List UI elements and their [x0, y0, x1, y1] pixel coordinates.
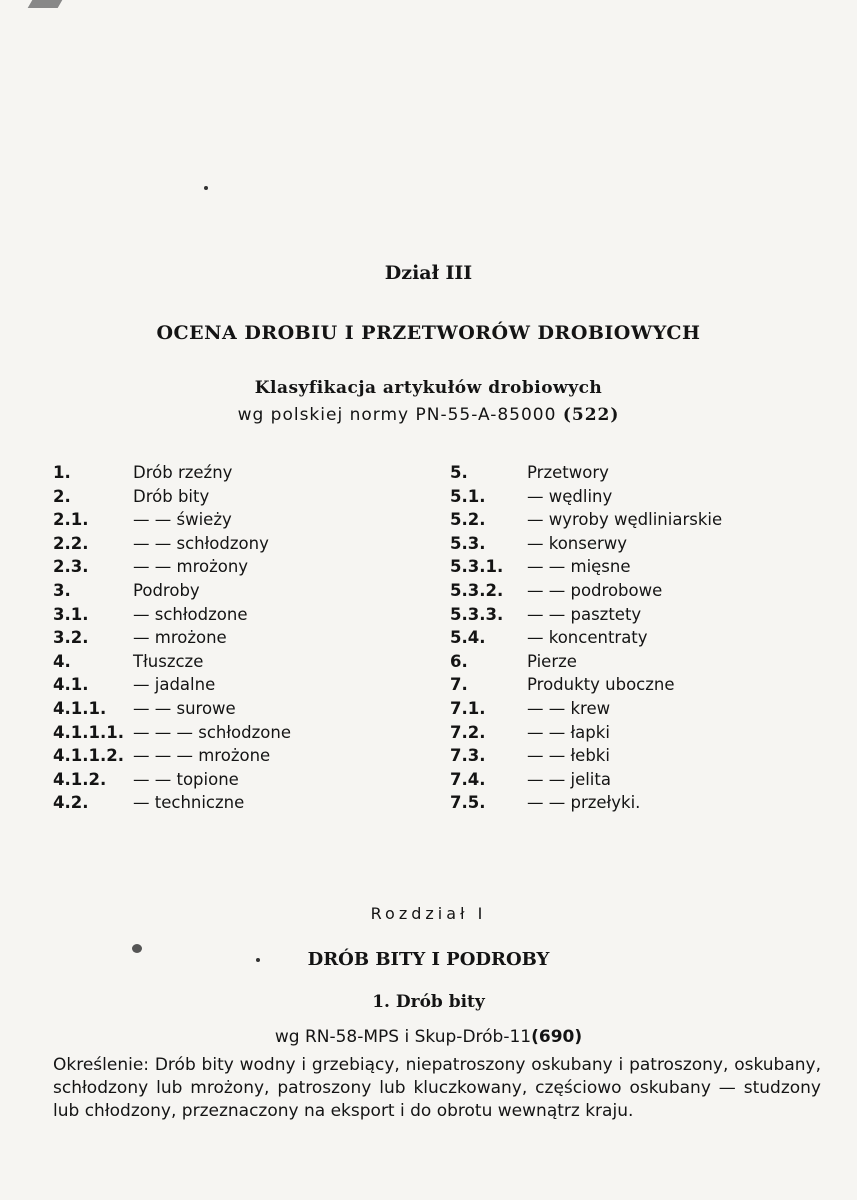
- classification-label: — schłodzone: [133, 604, 248, 624]
- classification-label: — — schłodzony: [133, 533, 269, 553]
- classification-label: — — krew: [527, 698, 611, 718]
- item-standard: [0, 1027, 857, 1047]
- classification-number: 3.: [53, 580, 71, 600]
- classification-number: 7.5.: [450, 793, 486, 813]
- scan-speck: [256, 958, 260, 962]
- classification-number: 5.: [450, 463, 468, 482]
- classification-number: 1.: [53, 463, 71, 482]
- classification-number: 2.: [53, 486, 71, 506]
- classification-label: — jadalne: [133, 675, 216, 695]
- classification-number: 5.3.1.: [450, 557, 504, 577]
- classification-number: 4.2.: [53, 793, 89, 813]
- item-standard-code: wg RN-58-MPS i Skup-Drób-11: [274, 1027, 532, 1047]
- classification-number: 7.4.: [450, 769, 486, 789]
- classification-number: 2.2.: [53, 533, 89, 553]
- scan-speck: [28, 0, 63, 8]
- classification-number: 2.3.: [53, 557, 89, 577]
- classification-number: 5.3.: [450, 533, 486, 553]
- classification-label: — techniczne: [133, 793, 245, 813]
- classification-label: — wędliny: [527, 486, 613, 506]
- item-standard-ref: (690): [531, 1027, 583, 1047]
- classification-label: — wyroby wędliniarskie: [527, 510, 723, 530]
- classification-label: — — surowe: [133, 698, 236, 718]
- classification-label: — konserwy: [527, 533, 628, 553]
- chapter-label: Rozdział I: [370, 904, 487, 923]
- classification-number: 4.1.1.2.: [53, 746, 124, 766]
- classification-label: Przetwory: [527, 463, 609, 482]
- classification-label: — — świeży: [133, 510, 232, 530]
- classification-number: 6.: [450, 651, 468, 671]
- classification-number: 4.: [53, 651, 71, 671]
- classification-number: 5.1.: [450, 486, 486, 506]
- classification-number: 3.2.: [53, 628, 89, 648]
- classification-label: — — podrobowe: [527, 580, 663, 600]
- classification-label: — — — schłodzone: [133, 722, 291, 742]
- classification-number: 4.1.1.1.: [53, 722, 124, 742]
- classification-number: 4.1.2.: [53, 769, 107, 789]
- classification-number: 7.3.: [450, 746, 486, 766]
- classification-number: 7.: [450, 675, 468, 695]
- main-title: OCENA DROBIU I PRZETWORÓW DROBIOWYCH: [156, 322, 701, 344]
- classification-label: Pierze: [527, 651, 577, 671]
- classification-label: — — łebki: [527, 746, 610, 766]
- classification-label: — — mrożony: [133, 557, 249, 577]
- classification-label: — — topione: [133, 769, 239, 789]
- scan-speck: [204, 186, 208, 190]
- classification-number: 2.1.: [53, 510, 89, 530]
- chapter-title: DRÓB BITY I PODROBY: [307, 949, 550, 970]
- item-title: 1. Drób bity: [372, 992, 485, 1012]
- classification-number: 7.1.: [450, 698, 486, 718]
- classification-label: — — łapki: [527, 722, 610, 742]
- classification-label: — — — mrożone: [133, 746, 271, 766]
- classification-number: 5.2.: [450, 510, 486, 530]
- classification-label: Produkty uboczne: [527, 675, 675, 695]
- classification-label: — koncentraty: [527, 628, 648, 648]
- classification-label: — — pasztety: [527, 604, 642, 624]
- classification-number: 4.1.1.: [53, 698, 107, 718]
- classification-number: 5.4.: [450, 628, 486, 648]
- standard-code: wg polskiej normy PN-55-A-85000: [237, 405, 557, 425]
- classification-number: 5.3.3.: [450, 604, 504, 624]
- classification-label: — mrożone: [133, 628, 227, 648]
- classification-number: 7.2.: [450, 722, 486, 742]
- classification-label: Tłuszcze: [133, 651, 204, 671]
- classification-label: Drób rzeźny: [133, 463, 233, 482]
- classification-label: Podroby: [133, 580, 200, 600]
- item-definition: Określenie: Drób bity wodny i grzebiący, niepatroszony oskubany i patroszony, oskubany, schłodzony lub mrożony, patroszony lub kluczkowany, częściowo oskubany — studzony lub chłodzony, przeznaczony na eksport i do obrotu wewnątrz kraju.: [53, 1055, 821, 1121]
- classification-number: 5.3.2.: [450, 580, 504, 600]
- classification-title: Klasyfikacja artykułów drobiowych: [254, 378, 603, 398]
- classification-standard: [0, 405, 857, 425]
- classification-label: — — jelita: [527, 769, 611, 789]
- classification-label: — — mięsne: [527, 557, 631, 577]
- classification-number: 3.1.: [53, 604, 89, 624]
- scan-speck: [132, 944, 142, 953]
- standard-ref: (522): [562, 405, 620, 425]
- section-title: Dział III: [384, 262, 473, 284]
- classification-label: — — przełyki.: [527, 793, 641, 813]
- classification-number: 4.1.: [53, 675, 89, 695]
- classification-label: Drób bity: [133, 486, 210, 506]
